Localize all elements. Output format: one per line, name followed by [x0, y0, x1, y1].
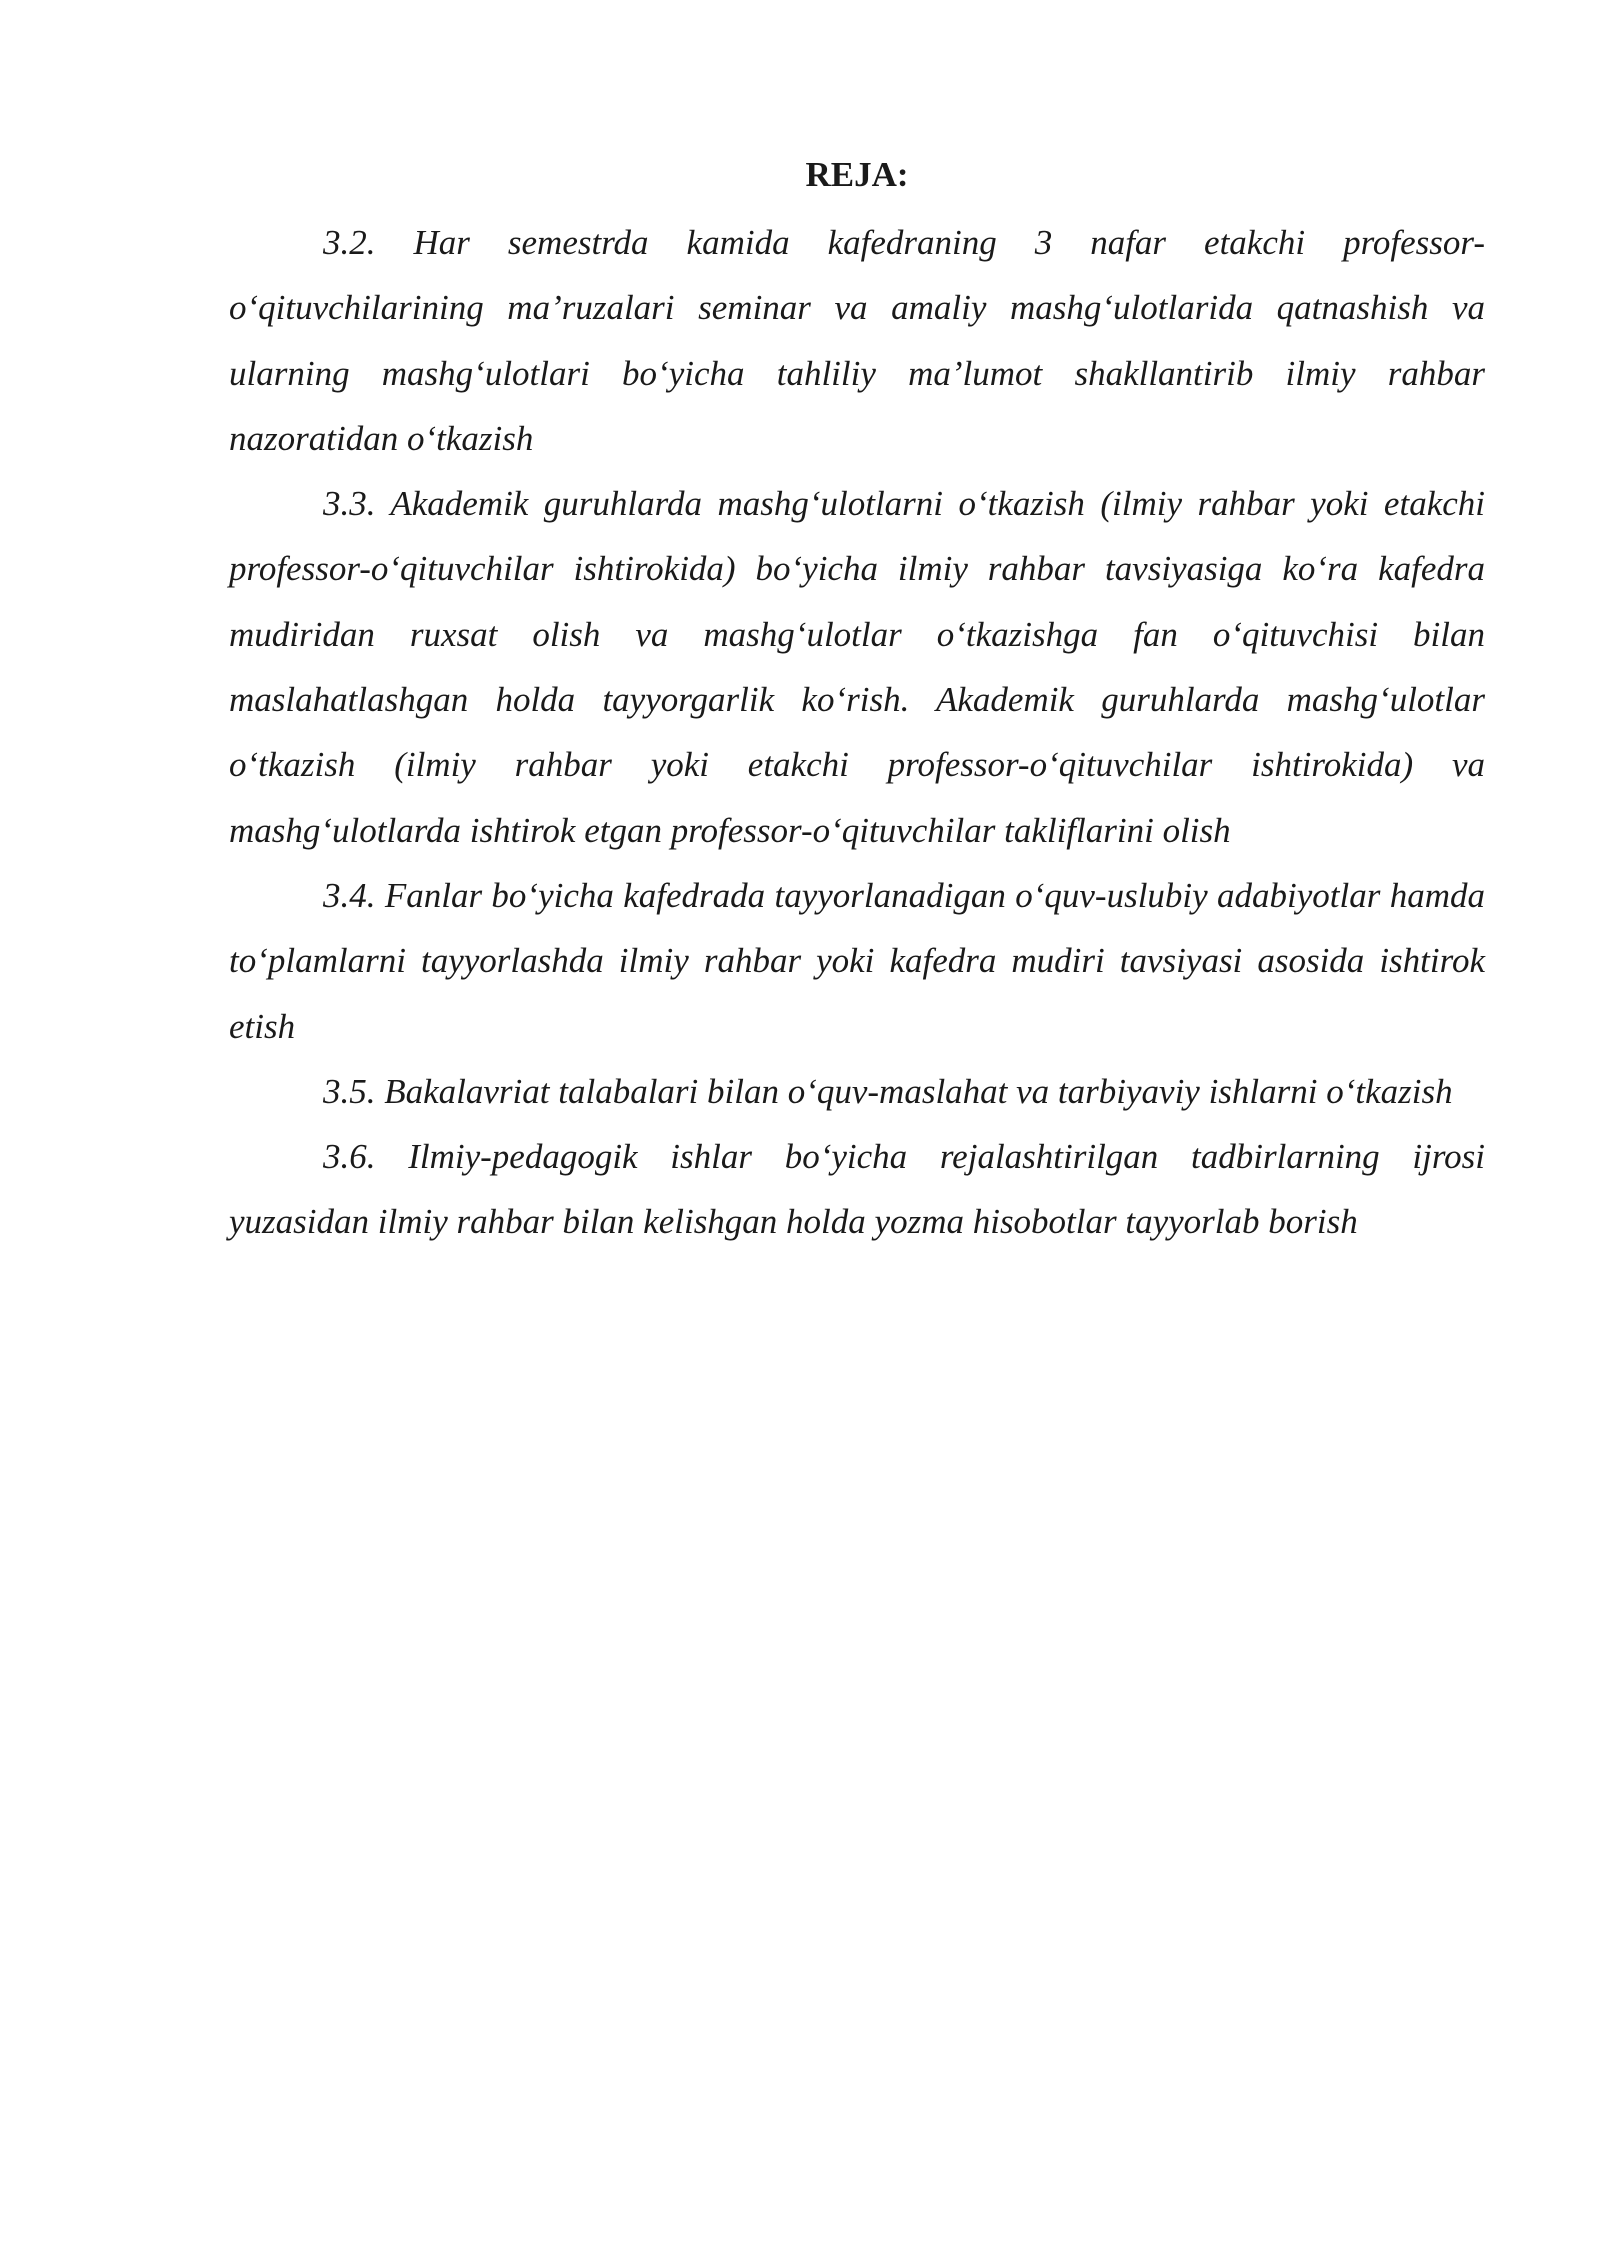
document-body	[229, 150, 1485, 1255]
document-title: REJA:	[805, 155, 909, 194]
plan-item-3-4: 3.4. Fanlar bo‘yicha kafedrada tayyorlanadigan o‘quv-uslubiy adabiyotlar hamda to‘plamlarni tayyorlashda ilmiy rahbar yoki kafedra mudiri tavsiyasi asosida ishtirok etish	[229, 875, 1485, 1046]
plan-item-3-6: 3.6. Ilmiy-pedagogik ishlar bo‘yicha rejalashtirilgan tadbirlarning ijrosi yuzasidan ilmiy rahbar bilan kelishgan holda yozma hisobotlar tayyorlab borish	[229, 1137, 1485, 1242]
plan-item-3-3: 3.3. Akademik guruhlarda mashg‘ulotlarni o‘tkazish (ilmiy rahbar yoki etakchi professor-o‘qituvchilar ishtirokida) bo‘yicha ilmiy rahbar tavsiyasiga ko‘ra kafedra mudiridan ruxsat olish va mashg‘ulotlar o‘tkazishga fan o‘qituvchisi bilan maslahatlashgan holda tayyorgarlik ko‘rish. Akademik guruhlarda mashg‘ulotlar o‘tkazish (ilmiy rahbar yoki etakchi professor-o‘qituvchilar ishtirokida) va mashg‘ulotlarda ishtirok etgan professor-o‘qituvchilar takliflarini olish	[229, 484, 1485, 850]
plan-item-3-5: 3.5. Bakalavriat talabalari bilan o‘quv-maslahat va tarbiyaviy ishlarni o‘tkazish	[323, 1071, 1453, 1111]
plan-item-3-2: 3.2. Har semestrda kamida kafedraning 3 nafar etakchi professor-o‘qituvchilarining ma’ruzalari seminar va amaliy mashg‘ulotlarida qatnashish va ularning mashg‘ulotlari bo‘yicha tahliliy ma’lumot shakllantirib ilmiy rahbar nazoratidan o‘tkazish	[229, 223, 1485, 458]
